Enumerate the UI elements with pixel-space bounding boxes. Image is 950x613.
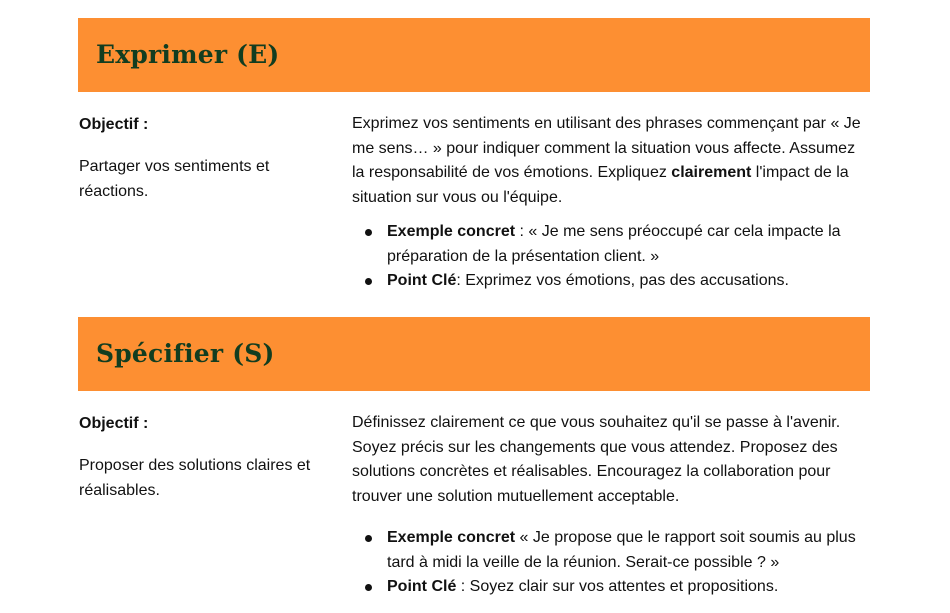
description-paragraph <box>352 411 870 509</box>
bullet-text: : « Je me sens préoccupé car cela impacte la préparation de la présentation client. » <box>387 223 841 265</box>
bullet-list <box>352 526 870 600</box>
description-column <box>352 112 870 294</box>
bullet-dot-icon <box>365 584 372 591</box>
description-paragraph <box>352 112 870 210</box>
description-text: Exprimez vos sentiments en utilisant des phrases commençant par « Je me sens… » pour indiquer comment la situation vous affecte. Assumez la responsabilité de vos émotions. Expliquez <box>352 115 861 181</box>
bullet-label: Point Clé <box>387 272 457 289</box>
description-emphasis: clairement <box>671 164 752 181</box>
bullet-dot-icon <box>365 229 372 236</box>
section-specifier <box>78 317 870 595</box>
description-column <box>352 411 870 600</box>
bullet-text: : Soyez clair sur vos attentes et propositions. <box>456 578 779 595</box>
objective-column <box>79 411 341 503</box>
section-banner <box>78 18 870 92</box>
objective-label: Objectif : <box>79 116 149 133</box>
objective-label: Objectif : <box>79 415 149 432</box>
list-item <box>387 526 870 575</box>
section-title: Exprimer (E) <box>96 40 280 69</box>
bullet-text: « Je propose que le rapport soit soumis au plus tard à midi la veille de la réunion. Serait-ce possible ? » <box>387 529 856 571</box>
description-text: Définissez clairement ce que vous souhaitez qu'il se passe à l'avenir. Soyez précis sur les changements que vous attendez. Proposez des solutions concrètes et réalisables. Encouragez la collaboration pour trouver une solution mutuellement acceptable. <box>352 414 841 505</box>
bullet-text: : Exprimez vos émotions, pas des accusations. <box>456 272 789 289</box>
list-item <box>387 220 870 269</box>
bullet-dot-icon <box>365 278 372 285</box>
list-item <box>387 575 870 600</box>
bullet-label: Exemple concret <box>387 223 516 240</box>
list-item <box>387 269 870 294</box>
bullet-label: Exemple concret <box>387 529 516 546</box>
bullet-label: Point Clé <box>387 578 457 595</box>
objective-column <box>79 112 341 204</box>
section-exprimer <box>78 18 870 289</box>
section-banner <box>78 317 870 391</box>
objective-text: Proposer des solutions claires et réalisables. <box>79 457 311 499</box>
description-text-end: l'impact de la situation sur vous ou l'équipe. <box>352 164 849 206</box>
bullet-dot-icon <box>365 535 372 542</box>
bullet-list <box>352 220 870 294</box>
section-title: Spécifier (S) <box>96 339 275 368</box>
objective-text: Partager vos sentiments et réactions. <box>79 158 270 200</box>
